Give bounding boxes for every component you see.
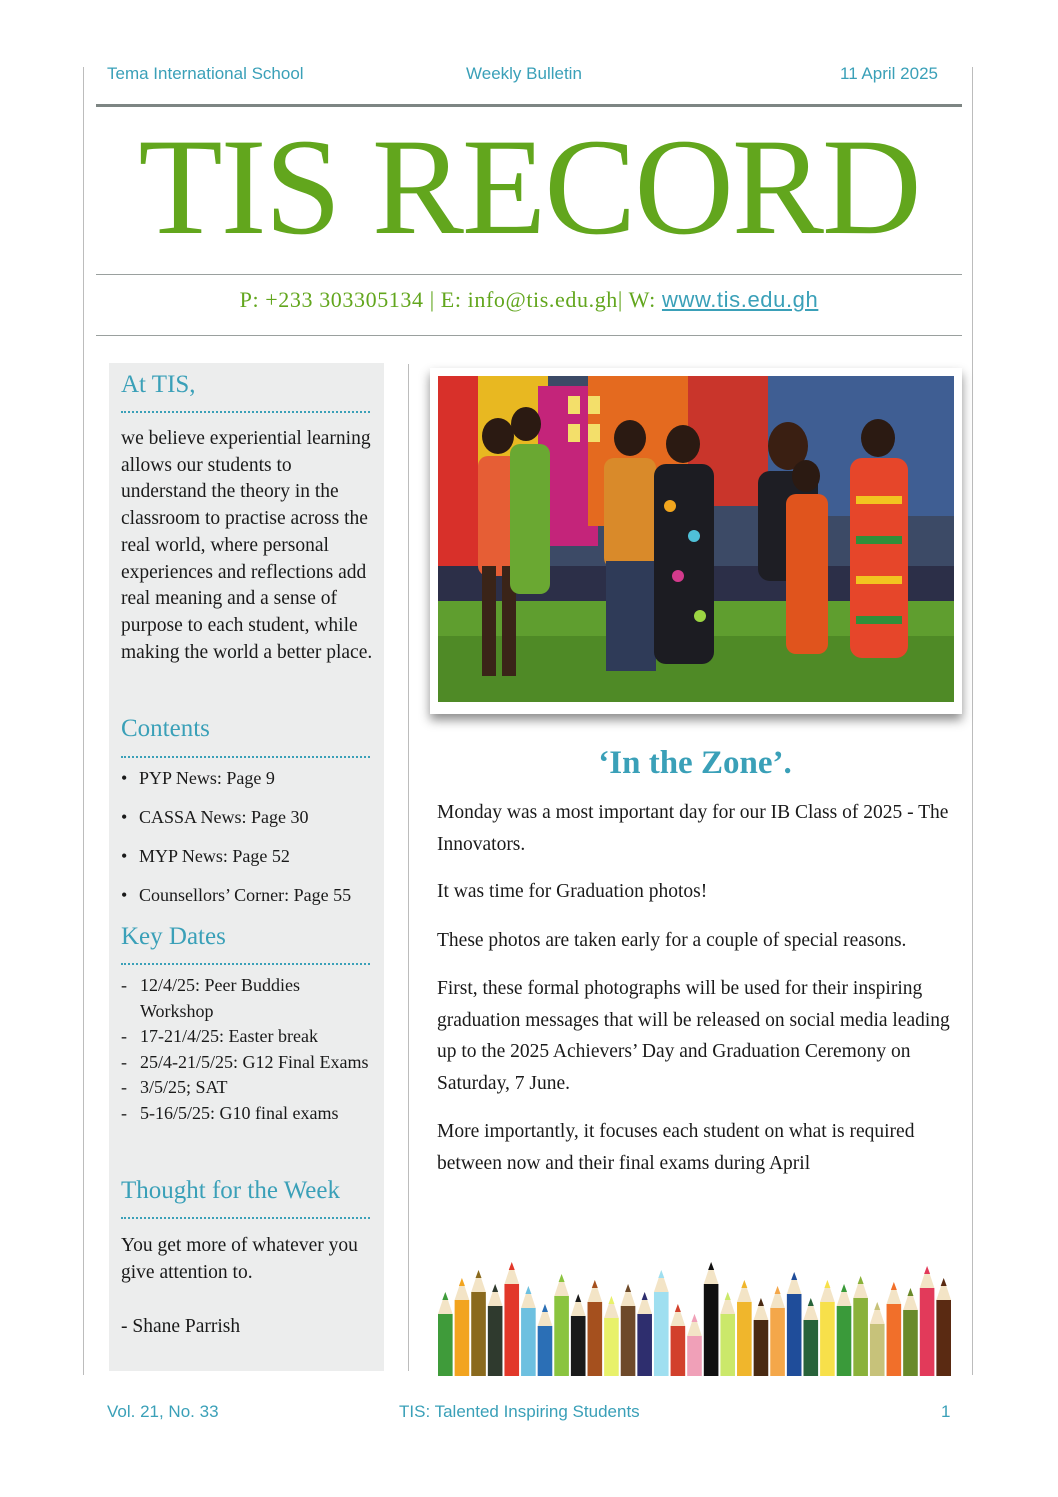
contents-item-myp[interactable]: • MYP News: Page 52	[121, 846, 381, 885]
contact-line	[96, 287, 962, 313]
article-paragraph: These photos are taken early for a couple of special reasons.	[437, 930, 907, 951]
contact-details: P: +233 303305134 | E: info@tis.edu.gh| W:	[239, 287, 662, 312]
school-name: Tema International School	[107, 64, 304, 83]
key-dates-divider	[121, 963, 370, 965]
key-date-item: - 17-21/4/25: Easter break	[121, 1024, 371, 1050]
article-paragraph: It was time for Graduation photos!	[437, 881, 708, 902]
key-dates-heading: Key Dates	[121, 923, 226, 950]
contents-heading: Contents	[121, 715, 210, 742]
contact-rule-top	[96, 274, 962, 275]
column-divider	[408, 364, 409, 1371]
thought-heading: Thought for the Week	[121, 1177, 340, 1204]
colored-pencils-icon	[437, 1256, 952, 1376]
key-date-item: - 5-16/5/25: G10 final exams	[121, 1101, 371, 1127]
volume-number: Vol. 21, No. 33	[107, 1402, 219, 1421]
at-tis-heading: At TIS,	[121, 371, 196, 398]
at-tis-divider	[121, 411, 370, 413]
page-frame-left	[83, 67, 84, 1375]
article-title: ‘In the Zone’.	[598, 745, 792, 781]
key-date-item: - 3/5/25; SAT	[121, 1075, 371, 1101]
footer-tagline: TIS: Talented Inspiring Students	[399, 1402, 640, 1421]
contents-list	[121, 768, 381, 924]
feature-photo-frame	[430, 368, 962, 714]
thought-author: - Shane Parrish	[121, 1316, 241, 1337]
thought-quote: You get more of whatever you give attention to.	[121, 1235, 358, 1283]
bulletin-label: Weekly Bulletin	[466, 64, 582, 83]
thought-divider	[121, 1217, 370, 1219]
at-tis-body: we believe experiential learning allows our students to understand the theory in the classroom to practise across the real world, where personal experiences and reflections add real meaning and a sense of purpose to each student, while making the world a better place.	[121, 428, 373, 663]
website-link[interactable]: www.tis.edu.gh	[661, 287, 819, 312]
contents-divider	[121, 756, 370, 758]
contents-item-pyp[interactable]: • PYP News: Page 9	[121, 768, 381, 807]
contents-item-cassa[interactable]: • CASSA News: Page 30	[121, 807, 381, 846]
page-number: 1	[941, 1402, 951, 1421]
header-rule	[96, 104, 962, 107]
page-frame-right	[972, 67, 973, 1375]
children-dancing-photo-icon	[438, 376, 954, 702]
issue-date: 11 April 2025	[840, 64, 938, 83]
key-date-item: - 25/4-21/5/25: G12 Final Exams	[121, 1050, 371, 1076]
contact-rule-bottom	[96, 335, 962, 336]
article-paragraph: More importantly, it focuses each student on what is required between now and their final exams during April	[437, 1121, 915, 1174]
key-dates-list	[121, 973, 371, 1126]
article-paragraph: Monday was a most important day for our IB Class of 2025 - The Innovators.	[437, 802, 949, 855]
article-paragraph: First, these formal photographs will be used for their inspiring graduation messages that will be released on social media leading up to the 2025 Achievers’ Day and Graduation Ceremony on Saturday, 7 June.	[437, 978, 950, 1094]
contents-item-counsellors[interactable]: • Counsellors’ Corner: Page 55	[121, 885, 381, 924]
key-date-item: - 12/4/25: Peer Buddies Workshop	[121, 973, 371, 1024]
masthead-title: TIS RECORD	[138, 110, 920, 263]
